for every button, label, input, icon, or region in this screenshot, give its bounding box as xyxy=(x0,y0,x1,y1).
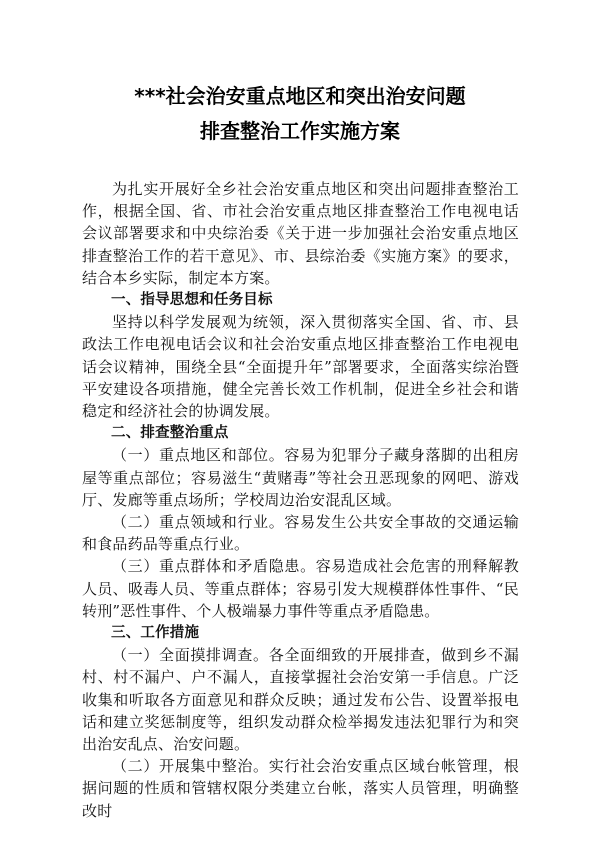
section-heading-3: 三、工作措施 xyxy=(111,625,200,642)
section-3-item-1: （一）全面摸排调查。各全面细致的开展排查，做到乡不漏村、村不漏户、户不漏人，直接掌握社会治安第一手信息。广泛收集和听取各方面意见和群众反映；通过发布公告、设置举报电话和建立奖惩制度等，组织发动群众检举揭发违法犯罪行为和突出治安乱点、治安问题。 xyxy=(82,646,519,754)
section-2-item-2: （二）重点领域和行业。容易发生公共安全事故的交通运输和食品药品等重点行业。 xyxy=(82,513,519,554)
section-1-paragraph: 坚持以科学发展观为统领，深入贯彻落实全国、省、市、县政法工作电视电话会议和社会治安重点地区排查整治工作电视电话会议精神，围绕全县“全面提升年”部署要求，全面落实综治暨平安建设各项措施，健全完善长效工作机制，促进全乡社会和谐稳定和经济社会的协调发展。 xyxy=(82,313,519,421)
section-3-item-2: （二）开展集中整治。实行社会治安重点区域台帐管理，根据问题的性质和管辖权限分类建立台帐，落实人员管理，明确整改时 xyxy=(82,757,519,820)
document-title-line-2: 排查整治工作实施方案 xyxy=(200,119,400,143)
section-heading-2: 二、排查整治重点 xyxy=(111,425,229,442)
intro-paragraph: 为扎实开展好全乡社会治安重点地区和突出问题排查整治工作，根据全国、省、市社会治安重点地区排查整治工作电视电话会议部署要求和中央综治委《关于进一步加强社会治安重点地区排查整治工作的若干意见》、市、县综治委《实施方案》的要求，结合本乡实际，制定本方案。 xyxy=(82,180,519,287)
section-2-item-1: （一）重点地区和部位。容易为犯罪分子藏身落脚的出租房屋等重点部位；容易滋生“黄赌毒”等社会丑恶现象的网吧、游戏厅、发廊等重点场所；学校周边治安混乱区域。 xyxy=(82,446,519,509)
section-heading-1: 一、指导思想和任务目标 xyxy=(111,292,273,309)
document-title-line-1: ***社会治安重点地区和突出治安问题 xyxy=(134,84,466,108)
section-2-item-3: （三）重点群体和矛盾隐患。容易造成社会危害的刑释解教人员、吸毒人员、等重点群体；容易引发大规模群体性事件、“民转刑”恶性事件、个人极端暴力事件等重点矛盾隐患。 xyxy=(82,557,519,620)
document-body xyxy=(82,178,519,822)
